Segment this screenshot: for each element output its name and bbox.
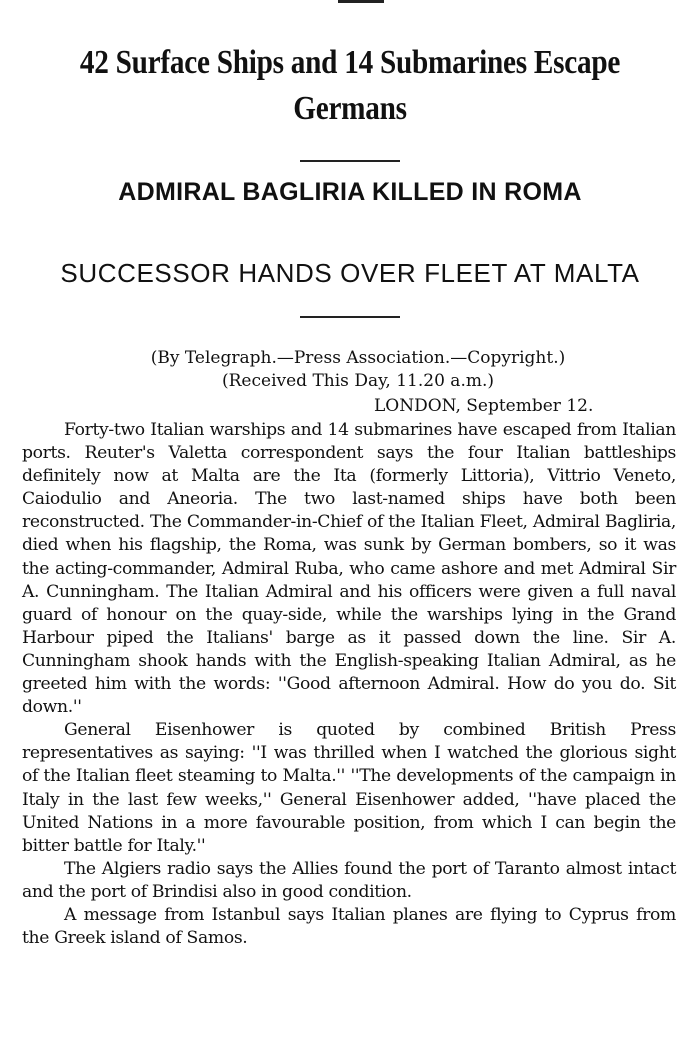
article-body: [22, 419, 676, 950]
headline-line-1: 42 Surface Ships and 14 Submarines Escape: [79, 44, 621, 81]
paragraph: Forty-two Italian warships and 14 submarines have escaped from Italian ports. Reuter's Valetta correspondent says the four Italian battleships definitely now at Malta are the Ita (formerly Littoria), Vittrio Veneto, Caiodulio and Aneoria. The two last-named ships have both been reconstructed. The Commander-in-Chief of the Italian Fleet, Admiral Bagliria, died when his flagship, the Roma, was sunk by German bombers, so it was the acting-commander, Admiral Ruba, who came ashore and met Admiral Sir A. Cunningham. The Italian Admiral and his officers were given a full naval guard of honour on the quay-side, while the warships lying in the Grand Harbour piped the Italians' barge as it passed down the line. Sir A. Cunningham shook hands with the English-speaking Italian Admiral, as he greeted him with the words: ''Good afternoon Admiral. How do you do. Sit down.'': [22, 420, 676, 718]
divider-rule: [300, 316, 400, 318]
received-time: (Received This Day, 11.20 a.m.): [222, 371, 494, 391]
divider-rule: [300, 160, 400, 162]
paragraph: General Eisenhower is quoted by combined British Press representatives as saying: ''I was thrilled when I watched the glorious sight of the Italian fleet steaming to Malta.'' ''The developments of the campaign in Italy in the last few weeks,'' General Eisenhower added, ''have placed the United Nations in a more favourable position, from which I can begin the bitter battle for Italy.'': [22, 720, 676, 856]
paragraph: A message from Istanbul says Italian planes are flying to Cyprus from the Greek island of Samos.: [22, 904, 676, 949]
subheadline-admiral-killed: ADMIRAL BAGLIRIA KILLED IN ROMA: [118, 178, 582, 206]
top-rule: [338, 0, 384, 3]
headline-line-2: Germans: [293, 90, 407, 127]
dateline: LONDON, September 12.: [374, 396, 594, 416]
headline: [49, 40, 651, 132]
paragraph: The Algiers radio says the Allies found the port of Taranto almost intact and the port of Brindisi also in good condition.: [22, 858, 676, 902]
press-credit: (By Telegraph.—Press Association.—Copyright.): [150, 348, 566, 368]
subheadline-successor: SUCCESSOR HANDS OVER FLEET AT MALTA: [60, 258, 640, 288]
